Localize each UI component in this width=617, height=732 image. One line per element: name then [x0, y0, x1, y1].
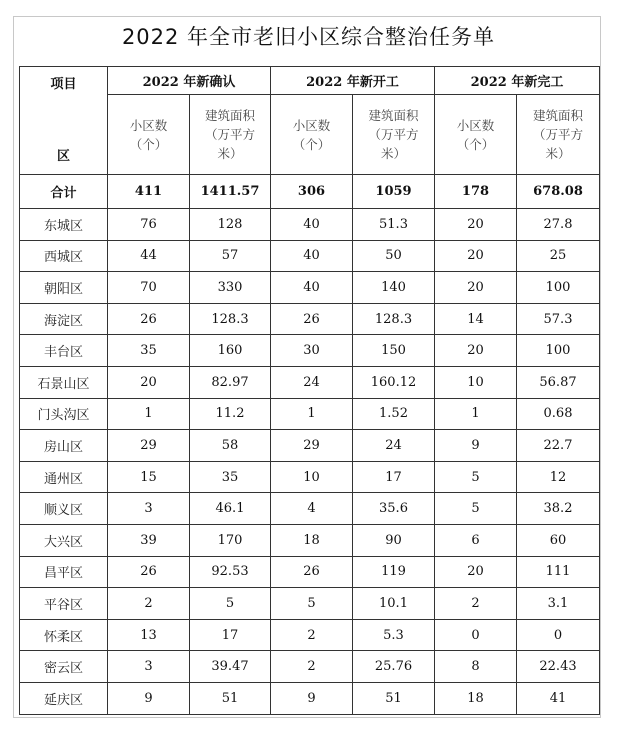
table-cell: 24 — [271, 366, 353, 398]
subheader-area: 建筑面积 （万平方 米） — [517, 95, 600, 175]
table-cell: 1.52 — [353, 398, 435, 430]
table-row — [20, 682, 600, 714]
table-cell: 4 — [271, 493, 353, 525]
table-cell: 22.43 — [517, 651, 600, 683]
table-cell: 26 — [271, 303, 353, 335]
table-cell: 57 — [190, 240, 271, 272]
table-cell: 140 — [353, 272, 435, 304]
table-cell: 46.1 — [190, 493, 271, 525]
subheader-count: 小区数 （个） — [108, 95, 190, 175]
district-name: 丰台区 — [20, 335, 108, 367]
table-cell: 5 — [435, 493, 517, 525]
group-header-confirmed: 2022 年新确认 — [108, 67, 271, 95]
table-cell: 50 — [353, 240, 435, 272]
table-cell: 160.12 — [353, 366, 435, 398]
table-cell: 41 — [517, 682, 600, 714]
table-cell: 14 — [435, 303, 517, 335]
table-cell: 20 — [108, 366, 190, 398]
table-cell: 29 — [108, 430, 190, 462]
header-item-label: 项目 — [50, 77, 77, 92]
table-cell: 38.2 — [517, 493, 600, 525]
table-cell: 82.97 — [190, 366, 271, 398]
total-value: 1059 — [353, 175, 435, 209]
table-cell: 0 — [435, 619, 517, 651]
table-cell: 25.76 — [353, 651, 435, 683]
table-cell: 40 — [271, 240, 353, 272]
table-cell: 26 — [271, 556, 353, 588]
district-name: 门头沟区 — [20, 398, 108, 430]
district-name: 海淀区 — [20, 303, 108, 335]
table-cell: 18 — [271, 524, 353, 556]
table-cell: 330 — [190, 272, 271, 304]
total-row — [20, 175, 600, 209]
table-cell: 35 — [190, 461, 271, 493]
table-cell: 18 — [435, 682, 517, 714]
district-name: 西城区 — [20, 240, 108, 272]
table-row — [20, 272, 600, 304]
total-value: 1411.57 — [190, 175, 271, 209]
table-cell: 5 — [190, 588, 271, 620]
district-name: 顺义区 — [20, 493, 108, 525]
table-cell: 5.3 — [353, 619, 435, 651]
district-name: 通州区 — [20, 461, 108, 493]
district-name: 平谷区 — [20, 588, 108, 620]
table-cell: 30 — [271, 335, 353, 367]
table-cell: 39.47 — [190, 651, 271, 683]
table-cell: 20 — [435, 209, 517, 241]
subheader-count: 小区数 （个） — [271, 95, 353, 175]
table-cell: 1 — [108, 398, 190, 430]
table-cell: 26 — [108, 303, 190, 335]
total-value: 306 — [271, 175, 353, 209]
district-name: 房山区 — [20, 430, 108, 462]
table-row — [20, 335, 600, 367]
table-cell: 128.3 — [353, 303, 435, 335]
total-value: 411 — [108, 175, 190, 209]
district-name: 怀柔区 — [20, 619, 108, 651]
table-cell: 12 — [517, 461, 600, 493]
subheader-area: 建筑面积 （万平方 米） — [190, 95, 271, 175]
table-cell: 17 — [353, 461, 435, 493]
table-cell: 20 — [435, 335, 517, 367]
table-cell: 10.1 — [353, 588, 435, 620]
table-row — [20, 651, 600, 683]
table-cell: 128 — [190, 209, 271, 241]
district-name: 东城区 — [20, 209, 108, 241]
table-cell: 40 — [271, 209, 353, 241]
table-cell: 44 — [108, 240, 190, 272]
table-cell: 9 — [271, 682, 353, 714]
table-cell: 111 — [517, 556, 600, 588]
table-cell: 51.3 — [353, 209, 435, 241]
district-name: 朝阳区 — [20, 272, 108, 304]
table-cell: 10 — [271, 461, 353, 493]
subheader-count: 小区数 （个） — [435, 95, 517, 175]
table-cell: 92.53 — [190, 556, 271, 588]
table-row — [20, 366, 600, 398]
district-name: 大兴区 — [20, 524, 108, 556]
table-row — [20, 524, 600, 556]
table-cell: 1 — [435, 398, 517, 430]
table-cell: 20 — [435, 556, 517, 588]
table-cell: 150 — [353, 335, 435, 367]
page-title: 2022 年全市老旧小区综合整治任务单 — [121, 25, 496, 49]
district-name: 石景山区 — [20, 366, 108, 398]
table-row — [20, 240, 600, 272]
subheader-area: 建筑面积 （万平方 米） — [353, 95, 435, 175]
table-row — [20, 430, 600, 462]
table-cell: 27.8 — [517, 209, 600, 241]
task-table — [19, 66, 600, 715]
table-cell: 29 — [271, 430, 353, 462]
table-cell: 3 — [108, 493, 190, 525]
table-cell: 1 — [271, 398, 353, 430]
table-row — [20, 209, 600, 241]
total-value: 678.08 — [517, 175, 600, 209]
table-cell: 26 — [108, 556, 190, 588]
table-cell: 9 — [108, 682, 190, 714]
table-row — [20, 619, 600, 651]
table-cell: 35 — [108, 335, 190, 367]
table-cell: 9 — [435, 430, 517, 462]
table-cell: 20 — [435, 240, 517, 272]
table-cell: 10 — [435, 366, 517, 398]
table-row — [20, 303, 600, 335]
table-row — [20, 398, 600, 430]
table-cell: 2 — [271, 651, 353, 683]
table-cell: 76 — [108, 209, 190, 241]
table-cell: 24 — [353, 430, 435, 462]
district-name: 延庆区 — [20, 682, 108, 714]
table-cell: 15 — [108, 461, 190, 493]
table-cell: 17 — [190, 619, 271, 651]
group-header-completed: 2022 年新完工 — [435, 67, 600, 95]
table-row — [20, 588, 600, 620]
total-value: 178 — [435, 175, 517, 209]
table-cell: 22.7 — [517, 430, 600, 462]
table-cell: 2 — [271, 619, 353, 651]
district-name: 昌平区 — [20, 556, 108, 588]
group-header-started: 2022 年新开工 — [271, 67, 435, 95]
table-cell: 25 — [517, 240, 600, 272]
table-cell: 160 — [190, 335, 271, 367]
table-cell: 2 — [108, 588, 190, 620]
table-cell: 13 — [108, 619, 190, 651]
table-cell: 56.87 — [517, 366, 600, 398]
table-row — [20, 461, 600, 493]
table-cell: 20 — [435, 272, 517, 304]
total-label: 合计 — [20, 175, 108, 209]
table-cell: 57.3 — [517, 303, 600, 335]
table-cell: 11.2 — [190, 398, 271, 430]
table-cell: 39 — [108, 524, 190, 556]
table-cell: 90 — [353, 524, 435, 556]
table-cell: 100 — [517, 335, 600, 367]
table-cell: 119 — [353, 556, 435, 588]
table-cell: 35.6 — [353, 493, 435, 525]
table-cell: 5 — [271, 588, 353, 620]
table-cell: 3.1 — [517, 588, 600, 620]
table-cell: 3 — [108, 651, 190, 683]
header-corner-cell — [20, 67, 108, 175]
table-cell: 6 — [435, 524, 517, 556]
table-row — [20, 556, 600, 588]
table-cell: 40 — [271, 272, 353, 304]
table-cell: 2 — [435, 588, 517, 620]
district-name: 密云区 — [20, 651, 108, 683]
table-row — [20, 493, 600, 525]
table-cell: 70 — [108, 272, 190, 304]
table-cell: 51 — [353, 682, 435, 714]
table-cell: 51 — [190, 682, 271, 714]
table-cell: 128.3 — [190, 303, 271, 335]
table-cell: 100 — [517, 272, 600, 304]
table-cell: 60 — [517, 524, 600, 556]
table-cell: 0.68 — [517, 398, 600, 430]
header-district-label: 区 — [56, 149, 70, 164]
table-cell: 58 — [190, 430, 271, 462]
table-cell: 0 — [517, 619, 600, 651]
table-cell: 8 — [435, 651, 517, 683]
table-cell: 5 — [435, 461, 517, 493]
table-cell: 170 — [190, 524, 271, 556]
